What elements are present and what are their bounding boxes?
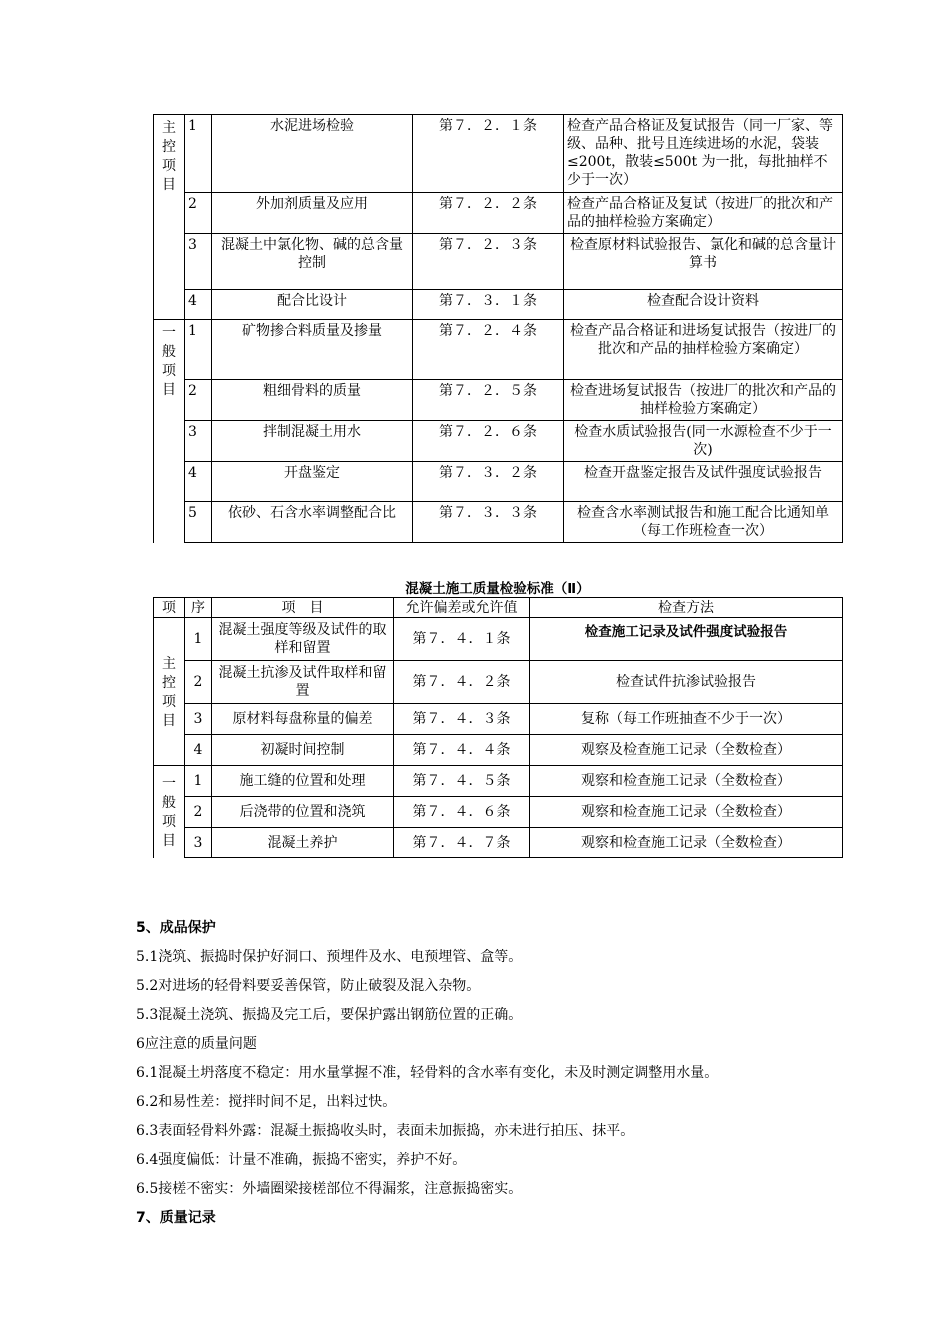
row-number: 4: [185, 462, 212, 502]
row-item: 混凝土养护: [212, 828, 394, 858]
row-method: 检查产品合格证和进场复试报告（按进厂的批次和产品的抽样检验方案确定）: [564, 320, 843, 380]
row-method: 检查施工记录及试件强度试验报告: [530, 618, 843, 661]
row-number: 3: [185, 421, 212, 462]
row-number: 4: [185, 290, 212, 320]
row-item: 依砂、石含水率调整配合比: [212, 502, 413, 543]
paragraph-6-3: 6.3表面轻骨料外露：混凝土振捣收头时，表面未加振捣，亦未进行拍压、抹平。: [136, 1123, 635, 1139]
row-clause: 第７．２．５条: [413, 380, 564, 421]
row-method: 检查配合设计资料: [564, 290, 843, 320]
row-item: 开盘鉴定: [212, 462, 413, 502]
section-5-heading: 5、成品保护: [136, 920, 216, 936]
row-method: 观察和检查施工记录（全数检查）: [530, 828, 843, 858]
category-general: 一 般 项 目: [154, 766, 185, 858]
paragraph-5-1: 5.1浇筑、振捣时保护好洞口、预埋件及水、电预埋管、盒等。: [136, 949, 523, 965]
paragraph-6-2: 6.2和易性差：搅拌时间不足，出料过快。: [136, 1094, 397, 1110]
row-number: 5: [185, 502, 212, 543]
row-number: 2: [185, 661, 212, 704]
row-number: 3: [185, 704, 212, 735]
row-number: 3: [185, 234, 212, 290]
row-clause: 第７．４．４条: [394, 735, 530, 766]
row-item: 混凝土抗渗及试件取样和留置: [212, 661, 394, 704]
row-clause: 第７．３．１条: [413, 290, 564, 320]
paragraph-5-2: 5.2对进场的轻骨料要妥善保管，防止破裂及混入杂物。: [136, 978, 481, 994]
row-clause: 第７．２．３条: [413, 234, 564, 290]
header-item: 项 目: [212, 598, 394, 618]
row-number: 1: [185, 115, 212, 193]
row-method: 检查含水率测试报告和施工配合比通知单（每工作班检查一次）: [564, 502, 843, 543]
row-item: 后浇带的位置和浇筑: [212, 797, 394, 828]
row-number: 4: [185, 735, 212, 766]
row-number: 1: [185, 618, 212, 661]
table-2-title: 混凝土施工质量检验标准（Ⅱ）: [405, 581, 590, 597]
row-clause: 第７．４．１条: [394, 618, 530, 661]
paragraph-6-4: 6.4强度偏低：计量不准确，振捣不密实，养护不好。: [136, 1152, 467, 1168]
row-number: 2: [185, 797, 212, 828]
row-clause: 第７．２．６条: [413, 421, 564, 462]
row-item: 原材料每盘称量的偏差: [212, 704, 394, 735]
row-method: 检查产品合格证及复试（按进厂的批次和产品的抽样检验方案确定）: [564, 193, 843, 234]
category-general: 一 般 项 目: [154, 320, 185, 543]
row-clause: 第７．４．３条: [394, 704, 530, 735]
header-number: 序: [185, 598, 212, 618]
paragraph-6-5: 6.5接槎不密实：外墙圈梁接槎部位不得漏浆，注意振捣密实。: [136, 1181, 523, 1197]
row-number: 1: [185, 320, 212, 380]
row-item: 矿物掺合料质量及掺量: [212, 320, 413, 380]
row-item: 外加剂质量及应用: [212, 193, 413, 234]
row-item: 初凝时间控制: [212, 735, 394, 766]
row-method: 检查进场复试报告（按进厂的批次和产品的抽样检验方案确定）: [564, 380, 843, 421]
row-item: 粗细骨料的质量: [212, 380, 413, 421]
row-clause: 第７．２．２条: [413, 193, 564, 234]
row-clause: 第７．４．７条: [394, 828, 530, 858]
row-method: 复称（每工作班抽查不少于一次）: [530, 704, 843, 735]
row-clause: 第７．３．３条: [413, 502, 564, 543]
row-item: 施工缝的位置和处理: [212, 766, 394, 797]
row-clause: 第７．４．２条: [394, 661, 530, 704]
category-main-control: 主 控 项 目: [154, 115, 185, 320]
row-clause: 第７．４．６条: [394, 797, 530, 828]
section-6-heading: 6应注意的质量问题: [136, 1036, 257, 1052]
inspection-table-1: [153, 114, 843, 543]
row-method: 检查产品合格证及复试报告（同一厂家、等级、品种、批号且连续进场的水泥，袋装≤200t，散装≤500t 为一批，每批抽样不少于一次）: [564, 115, 843, 193]
row-number: 3: [185, 828, 212, 858]
row-method: 观察和检查施工记录（全数检查）: [530, 766, 843, 797]
row-item: 拌制混凝土用水: [212, 421, 413, 462]
row-item: 水泥进场检验: [212, 115, 413, 193]
row-method: 观察及检查施工记录（全数检查）: [530, 735, 843, 766]
paragraph-5-3: 5.3混凝土浇筑、振捣及完工后，要保护露出钢筋位置的正确。: [136, 1007, 523, 1023]
row-method: 检查开盘鉴定报告及试件强度试验报告: [564, 462, 843, 502]
row-clause: 第７．３．２条: [413, 462, 564, 502]
row-method: 检查原材料试验报告、氯化和碱的总含量计算书: [564, 234, 843, 290]
row-item: 配合比设计: [212, 290, 413, 320]
row-item: 混凝土中氯化物、碱的总含量控制: [212, 234, 413, 290]
row-number: 2: [185, 193, 212, 234]
category-main-control: 主 控 项 目: [154, 618, 185, 766]
row-item: 混凝土强度等级及试件的取样和留置: [212, 618, 394, 661]
row-method: 检查水质试验报告(同一水源检查不少于一次): [564, 421, 843, 462]
row-method: 观察和检查施工记录（全数检查）: [530, 797, 843, 828]
section-7-heading: 7、质量记录: [136, 1210, 216, 1226]
row-clause: 第７．２．４条: [413, 320, 564, 380]
row-clause: 第７．４．５条: [394, 766, 530, 797]
header-category: 项: [154, 598, 185, 618]
paragraph-6-1: 6.1混凝土坍落度不稳定：用水量掌握不准，轻骨料的含水率有变化，未及时测定调整用水量。: [136, 1065, 719, 1081]
row-number: 2: [185, 380, 212, 421]
header-tolerance: 允许偏差或允许值: [394, 598, 530, 618]
row-number: 1: [185, 766, 212, 797]
row-method: 检查试件抗渗试验报告: [530, 661, 843, 704]
row-clause: 第７．２．１条: [413, 115, 564, 193]
inspection-table-2: [153, 597, 843, 858]
header-method: 检查方法: [530, 598, 843, 618]
